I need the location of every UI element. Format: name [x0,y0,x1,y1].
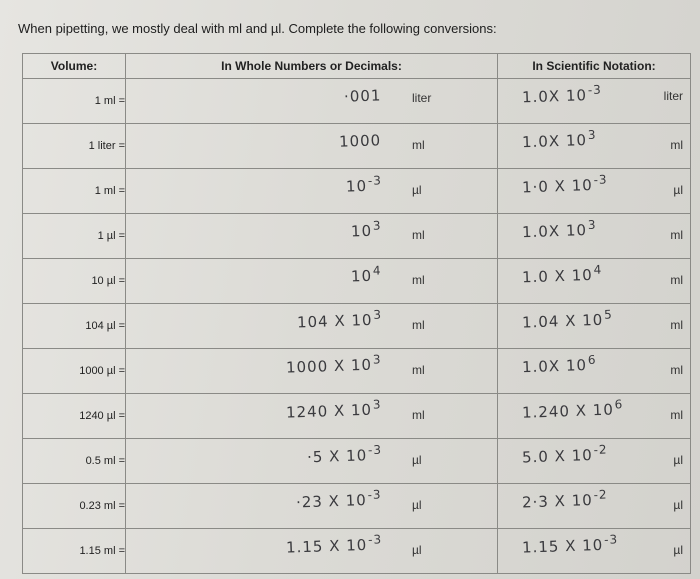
sci-answer-cell[interactable] [498,124,691,169]
whole-unit-label: ml [412,273,425,287]
sci-answer-cell[interactable] [498,484,691,529]
header-scientific-notation: In Scientific Notation: [498,54,691,79]
table-row [23,529,691,574]
sci-unit-label: ml [670,228,683,242]
sci-unit-label: ml [670,318,683,332]
volume-cell: 0.5 ml = [23,439,126,484]
whole-answer-cell[interactable] [126,259,498,304]
handwritten-whole-answer: 1000 [338,131,382,151]
handwritten-sci-answer: 1.04 X $10^5$ [521,307,613,332]
whole-answer-cell[interactable] [126,394,498,439]
sci-unit-label: ml [670,138,683,152]
sci-unit-label: ml [670,273,683,287]
volume-cell: 1000 µl = [23,349,126,394]
sci-answer-cell[interactable] [498,214,691,259]
volume-cell: 104 µl = [23,304,126,349]
handwritten-whole-answer: 1.15 X $10^{-3}$ [285,532,383,557]
table-row [23,259,691,304]
sci-answer-cell[interactable] [498,169,691,214]
handwritten-whole-answer: ·5 X $10^{-3}$ [306,442,383,467]
sci-unit-label: µl [673,183,683,197]
table-row [23,169,691,214]
volume-cell: 1 ml = [23,79,126,124]
whole-answer-cell[interactable] [126,214,498,259]
whole-answer-cell[interactable] [126,484,498,529]
handwritten-sci-answer: 1.240 X $10^6$ [521,397,624,422]
handwritten-whole-answer: $10^3$ [350,218,383,241]
sci-answer-cell[interactable] [498,394,691,439]
table-row [23,439,691,484]
table-row [23,484,691,529]
whole-answer-cell[interactable] [126,124,498,169]
whole-answer-cell[interactable] [126,439,498,484]
handwritten-sci-answer: 2·3 X $10^{-2}$ [521,487,608,512]
whole-unit-label: µl [412,498,422,512]
whole-unit-label: µl [412,183,422,197]
handwritten-whole-answer: 1000 X $10^3$ [285,352,383,377]
whole-unit-label: ml [412,318,425,332]
sci-answer-cell[interactable] [498,259,691,304]
volume-cell: 1 ml = [23,169,126,214]
handwritten-whole-answer: $10^4$ [350,263,383,286]
whole-unit-label: ml [412,228,425,242]
whole-answer-cell[interactable] [126,349,498,394]
sci-unit-label: ml [670,363,683,377]
handwritten-sci-answer: 1.15 X $10^{-3}$ [521,532,619,557]
whole-unit-label: µl [412,543,422,557]
whole-unit-label: liter [412,91,432,105]
volume-cell: 10 µl = [23,259,126,304]
sci-unit-label: liter [663,89,683,103]
header-volume: Volume: [23,54,126,79]
handwritten-sci-answer: 5.0 X $10^{-2}$ [521,442,608,467]
handwritten-sci-answer: 1.0X $10^3$ [521,127,597,152]
sci-answer-cell[interactable] [498,349,691,394]
whole-unit-label: ml [412,138,425,152]
sci-answer-cell[interactable] [498,439,691,484]
whole-unit-label: µl [412,453,422,467]
handwritten-sci-answer: 1.0X $10^{-3}$ [521,82,603,107]
handwritten-whole-answer: ·001 [343,86,382,106]
handwritten-whole-answer: $10^{-3}$ [345,173,383,196]
sci-answer-cell[interactable] [498,79,691,124]
instructions-text: When pipetting, we mostly deal with ml and µl. Complete the following conversions: [18,21,497,36]
whole-answer-cell[interactable] [126,79,498,124]
sci-unit-label: µl [673,543,683,557]
whole-answer-cell[interactable] [126,304,498,349]
table-header-row [23,54,691,79]
conversion-table [22,53,691,574]
volume-cell: 0.23 ml = [23,484,126,529]
whole-unit-label: ml [412,408,425,422]
whole-answer-cell[interactable] [126,169,498,214]
table-row [23,394,691,439]
sci-answer-cell[interactable] [498,529,691,574]
table-row [23,214,691,259]
handwritten-sci-answer: 1.0X $10^6$ [521,352,597,377]
table-row [23,124,691,169]
volume-cell: 1 µl = [23,214,126,259]
sci-unit-label: µl [673,453,683,467]
sci-unit-label: ml [670,408,683,422]
table-row [23,304,691,349]
sci-unit-label: µl [673,498,683,512]
table-row [23,349,691,394]
handwritten-whole-answer: ·23 X $10^{-3}$ [295,487,383,512]
whole-unit-label: ml [412,363,425,377]
handwritten-whole-answer: 104 X $10^3$ [296,307,383,332]
table-row [23,79,691,124]
header-whole-numbers: In Whole Numbers or Decimals: [126,54,498,79]
handwritten-sci-answer: 1.0 X $10^4$ [521,262,603,287]
volume-cell: 1240 µl = [23,394,126,439]
whole-answer-cell[interactable] [126,529,498,574]
handwritten-sci-answer: 1.0X $10^3$ [521,217,597,242]
handwritten-sci-answer: 1·0 X $10^{-3}$ [521,172,608,197]
volume-cell: 1.15 ml = [23,529,126,574]
handwritten-whole-answer: 1240 X $10^3$ [285,397,383,422]
sci-answer-cell[interactable] [498,304,691,349]
volume-cell: 1 liter = [23,124,126,169]
